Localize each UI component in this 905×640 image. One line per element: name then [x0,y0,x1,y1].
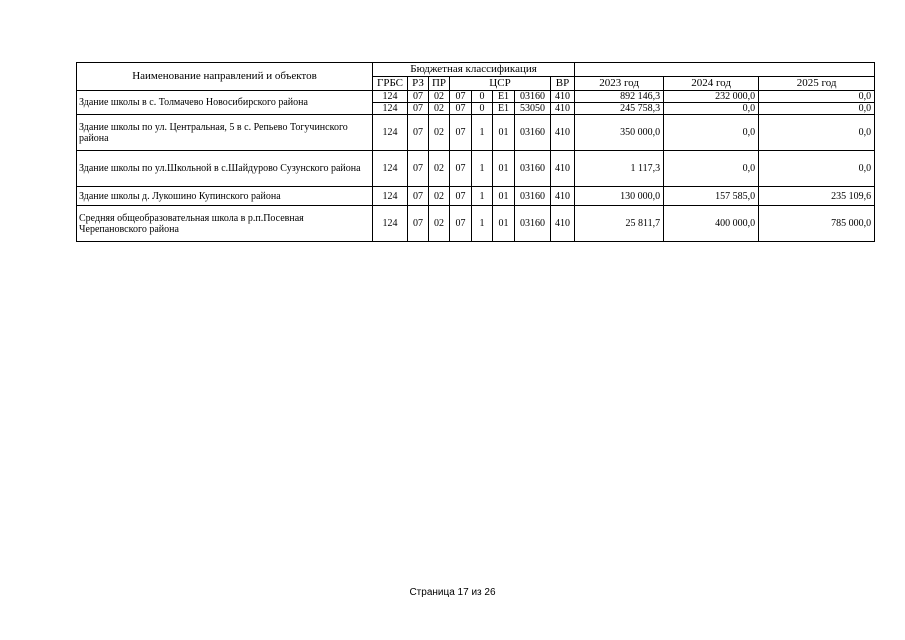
cell-csr-1: 07 [450,115,472,151]
header-pr: ПР [429,77,450,91]
table-row [77,115,875,151]
cell-csr-3: 01 [493,115,515,151]
cell-csr-3: E1 [493,103,515,115]
cell-2025: 0,0 [759,151,875,187]
cell-csr-4: 03160 [515,187,551,206]
header-blank [575,63,875,77]
cell-rz: 07 [408,115,429,151]
header-vr: ВР [551,77,575,91]
object-name: Здание школы по ул. Центральная, 5 в с. Репьево Тогучинского района [77,115,373,151]
cell-csr-2: 1 [472,206,493,242]
cell-2025: 235 109,6 [759,187,875,206]
budget-table [76,62,875,242]
header-2025: 2025 год [759,77,875,91]
cell-2025: 0,0 [759,91,875,103]
cell-csr-3: 01 [493,187,515,206]
cell-2023: 892 146,3 [575,91,664,103]
cell-rz: 07 [408,151,429,187]
cell-grbs: 124 [373,103,408,115]
cell-2025: 0,0 [759,115,875,151]
cell-2025: 0,0 [759,103,875,115]
object-name: Здание школы в с. Толмачево Новосибирского района [77,91,373,115]
cell-csr-4: 03160 [515,91,551,103]
cell-csr-1: 07 [450,206,472,242]
cell-pr: 02 [429,115,450,151]
cell-2023: 25 811,7 [575,206,664,242]
cell-csr-4: 03160 [515,115,551,151]
cell-csr-4: 03160 [515,151,551,187]
cell-2023: 130 000,0 [575,187,664,206]
table-row [77,206,875,242]
cell-csr-3: 01 [493,151,515,187]
cell-2024: 0,0 [664,151,759,187]
page-number: Страница 17 из 26 [409,587,496,598]
cell-csr-2: 1 [472,151,493,187]
header-budget-classification: Бюджетная классификация [373,63,575,77]
table-row [77,187,875,206]
cell-csr-2: 0 [472,91,493,103]
cell-2024: 157 585,0 [664,187,759,206]
cell-2024: 0,0 [664,103,759,115]
cell-grbs: 124 [373,206,408,242]
cell-rz: 07 [408,187,429,206]
cell-rz: 07 [408,103,429,115]
cell-csr-4: 03160 [515,206,551,242]
cell-csr-1: 07 [450,151,472,187]
object-name: Здание школы по ул.Школьной в с.Шайдурово Сузунского района [77,151,373,187]
cell-2023: 1 117,3 [575,151,664,187]
cell-2024: 400 000,0 [664,206,759,242]
object-name: Здание школы д. Лукошино Купинского района [77,187,373,206]
cell-csr-1: 07 [450,187,472,206]
header-2023: 2023 год [575,77,664,91]
cell-rz: 07 [408,91,429,103]
cell-grbs: 124 [373,187,408,206]
cell-pr: 02 [429,103,450,115]
cell-pr: 02 [429,151,450,187]
cell-2023: 245 758,3 [575,103,664,115]
cell-csr-1: 07 [450,91,472,103]
cell-vr: 410 [551,91,575,103]
header-name-col: Наименование направлений и объектов [77,63,373,91]
table-row [77,151,875,187]
cell-grbs: 124 [373,115,408,151]
cell-2023: 350 000,0 [575,115,664,151]
cell-grbs: 124 [373,91,408,103]
header-grbs: ГРБС [373,77,408,91]
cell-csr-3: 01 [493,206,515,242]
cell-vr: 410 [551,151,575,187]
header-2024: 2024 год [664,77,759,91]
cell-csr-4: 53050 [515,103,551,115]
cell-2024: 232 000,0 [664,91,759,103]
cell-vr: 410 [551,103,575,115]
table-row [77,91,875,103]
cell-pr: 02 [429,206,450,242]
cell-vr: 410 [551,115,575,151]
cell-csr-2: 1 [472,115,493,151]
object-name: Средняя общеобразовательная школа в р.п.Посевная Черепановского района [77,206,373,242]
cell-pr: 02 [429,187,450,206]
header-csr: ЦСР [450,77,551,91]
header-rz: РЗ [408,77,429,91]
cell-csr-2: 0 [472,103,493,115]
cell-grbs: 124 [373,151,408,187]
cell-pr: 02 [429,91,450,103]
cell-vr: 410 [551,187,575,206]
cell-vr: 410 [551,206,575,242]
cell-2024: 0,0 [664,115,759,151]
cell-csr-2: 1 [472,187,493,206]
cell-rz: 07 [408,206,429,242]
header-row-1 [77,63,875,77]
cell-csr-3: E1 [493,91,515,103]
cell-2025: 785 000,0 [759,206,875,242]
cell-csr-1: 07 [450,103,472,115]
